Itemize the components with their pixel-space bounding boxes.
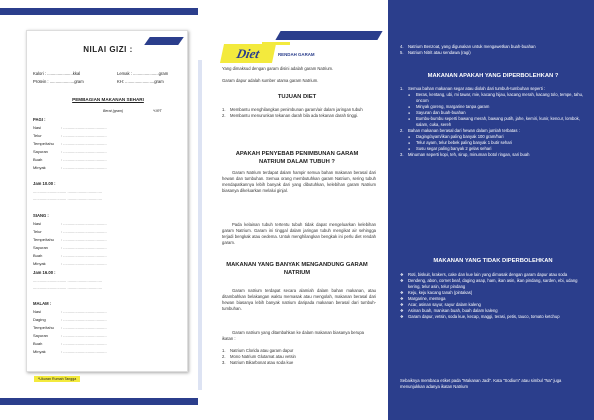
bullet-item-text: Acar, asinan sayur, sayur dalam kaleng [408, 302, 481, 307]
intro-text-2: Garam dapur adalah sumber utama garam Natrium. [222, 78, 319, 83]
food-name: Telur [33, 229, 42, 234]
bullet-item [400, 314, 586, 320]
mengandung-list [222, 348, 376, 366]
protein-field: Protein : .....................gram [33, 79, 84, 84]
dotted-field: : ....................................... [61, 237, 107, 242]
meal-row [33, 141, 107, 146]
nilai-gizi-title: NILAI GIZI : [83, 45, 133, 54]
dotted-field: : ....................................... [61, 157, 107, 162]
bullet-icon: ● [408, 141, 411, 145]
bullet-item-text: Garam dapur, vetsin, soda kue, kecap, maggi, terasi, petis, tauco, tomato ketchup [408, 314, 560, 319]
penyebab-title: APAKAH PENYEBAB PENIMBUNAN GARAM NATRIUM DALAM TUBUH ? [235, 151, 359, 165]
bullet-icon: ❖ [400, 272, 404, 277]
bullet-item [400, 278, 586, 290]
intro-text: Yang dimaksud dengan garam disini adalah garam Natrium. [222, 66, 334, 71]
meal-malam: MALAM : [33, 301, 52, 306]
continued-list [400, 44, 586, 56]
dotted-field: : ....................................... [61, 141, 107, 146]
list-item: 2. Membantu menurunkan tekanan darah bila ada tekanan darah tinggi. [222, 113, 359, 118]
bullet-icon: ● [408, 111, 411, 115]
list-number: 5. [400, 50, 404, 55]
bullet-icon: ❖ [400, 302, 404, 307]
meal-row [33, 165, 107, 170]
dotted-field: : ....................................... [61, 221, 107, 226]
dotted-field: : ....................................... [61, 165, 107, 170]
boleh-item-2-text: Bahan makanan berasal dari hewan dalam jumlah terbatas : [408, 128, 520, 133]
dotted-field: : ....................................... [61, 325, 107, 330]
food-name: Nasi [33, 125, 42, 130]
kh-field: KH: .........................gram [117, 79, 164, 84]
bullet-icon: ❖ [400, 308, 404, 313]
dotted-field: : ....................................... [61, 309, 107, 314]
bullet-icon: ❖ [400, 278, 404, 283]
boleh-item-1-text: Semua bahan makanan segar atau diolah dari tumbuh-tumbuhan seperti : [408, 86, 546, 91]
dotted-field: : ....................................... [61, 125, 107, 130]
dotted-field: : ....................................... [61, 333, 107, 338]
jam10-line-2: .............................. ............................... [33, 196, 102, 201]
bullet-item [408, 116, 586, 128]
tujuan-title: TUJUAN DIET [277, 94, 317, 100]
food-name: Buah [33, 157, 43, 162]
bullet-item-text: Bumbu-bumbu seperti bawang merah, bawang putih, jahe, kemiri, kunir, kencur, lombok, salam, cuka, sereh [416, 116, 580, 127]
boleh-item-3-text: Minuman seperti kopi, teh, sirup, minuman botol ringan, sari buah [408, 152, 530, 157]
food-name: Minyak [33, 165, 46, 170]
boleh-1-sublist [400, 92, 586, 128]
top-stripe [0, 8, 198, 15]
meal-row [33, 349, 107, 354]
list-number: 4. [400, 44, 404, 49]
meal-jam10: Jam 10.00 : [33, 181, 56, 186]
boleh-item-2: 2. Bahan makanan berasal dari hewan dalam jumlah terbatas : [400, 128, 520, 133]
bullet-item [408, 92, 586, 104]
tidak-list [400, 272, 586, 320]
meal-pagi: PAGI : [33, 117, 46, 122]
meal-row [33, 237, 107, 242]
jam16-line-1: .............................. ............................... [33, 278, 102, 283]
food-name: Telur [33, 133, 42, 138]
dotted-field: : ....................................... [61, 317, 107, 322]
diet-logo: Diet [220, 44, 276, 63]
tidak-title: MAKANAN YANG TIDAK DIPERBOLEHKAN [433, 258, 553, 264]
boleh-title: MAKANAN APAKAH YANG DIPERBOLEHKAN ? [427, 73, 559, 79]
food-name: Tempe/tahu [33, 237, 54, 242]
list-item: 1. Natrium Clorida atau garam dapur [222, 348, 294, 353]
bullet-item-text: Margarine, mentega [408, 296, 446, 301]
meal-row [33, 333, 107, 338]
meal-row [33, 149, 107, 154]
lemak-field: Lemak : ......................gram [117, 71, 169, 76]
food-name: Tempe/tahu [33, 141, 54, 146]
tujuan-list [222, 107, 376, 119]
dotted-field: : ....................................... [61, 253, 107, 258]
list-item [400, 50, 586, 56]
boleh-item-1: 1. Semua bahan makanan segar atau diolah dari tumbuh-tumbuhan seperti : [400, 86, 546, 91]
list-item-text: Mono Natrium Glutamat atau vetsin [230, 354, 296, 359]
food-name: Buah [33, 253, 43, 258]
meal-siang: SIANG : [33, 213, 49, 218]
bullet-item-text: Roti, biskuit, krakers, cake dan kue lain yang dimasak dengan garam dapur atau soda [408, 272, 568, 277]
col-urt: *URT [153, 109, 162, 113]
footer-note: Sebaiknya membaca etiket pada "Makanan Jadi". Kata "Sodium" atau simbul "Na" juga menunjukkan adanya ikatan Natrium [400, 378, 562, 389]
food-name: Sayuran [33, 245, 48, 250]
meal-row [33, 157, 107, 162]
dotted-field: : ....................................... [61, 341, 107, 346]
boleh-list [400, 86, 586, 158]
header-bar [275, 31, 382, 40]
bullet-icon: ● [408, 117, 411, 121]
nutrition-panel [0, 0, 198, 420]
bullet-item-text: Daging/ayam/ikan paling banyak 100 gram/hari [416, 134, 504, 139]
penyebab-paragraph-1: Garam Natrium terdapat dalam hampir semua bahan makanan berasal dari hewan dan tumbuhan. Semua orang membutuhkan garam Natrium, sering tubuh mendapatkannya lebih banyak dari yang dibutuhkan, kelebihan garam Natrium biasanya dikeluarkan melalui ginjal. [222, 170, 376, 193]
meal-row [33, 317, 107, 322]
meal-row [33, 229, 107, 234]
meal-row [33, 309, 107, 314]
urt-note: *Ukuran Rumah Tangga [34, 376, 80, 382]
dotted-field: : ....................................... [61, 261, 107, 266]
diet-info-panel [198, 0, 388, 420]
meal-row [33, 125, 107, 130]
list-item-text: Natrium Clorida atau garam dapur [230, 348, 294, 353]
list-item: 2. Mono Natrium Glutamat atau vetsin [222, 354, 296, 359]
food-name: Buah [33, 341, 43, 346]
mengandung-paragraph: Garam natrium terdapat secara alamiah dalam bahan makanan, atau ditambahkan belakangan waktu memasak atau mengolah, makanan berasal dari hewan biasanya lebih banyak natrium daripada makanan berasal dari tumbuh-tumbuhan. [222, 288, 376, 311]
meal-row [33, 261, 107, 266]
bottom-stripe [0, 398, 198, 405]
bullet-item-text: Minyak goreng, margarine tanpa garam [416, 104, 490, 109]
food-name: Nasi [33, 309, 42, 314]
left-shade [198, 60, 202, 390]
bullet-item-text: Dendeng, abon, cornet beaf, daging asap, ham, ikan asin, ikan pindang, sarden, ebi, udang kering, telur asin, telur pindang [408, 278, 578, 289]
meal-row [33, 133, 107, 138]
list-item-text: Membantu menghilangkan penimbunan garam/air dalam jaringan tubuh [230, 107, 363, 112]
meal-row [33, 325, 107, 330]
mengandung-title: MAKANAN YANG BANYAK MENGANDUNG GARAM NATRIUM [226, 262, 368, 276]
food-name: Daging [33, 317, 46, 322]
bullet-icon: ● [408, 147, 411, 151]
dotted-field: : ....................................... [61, 133, 107, 138]
allowed-foods-panel [388, 0, 594, 420]
food-name: Sayuran [33, 149, 48, 154]
bullet-icon: ● [408, 93, 411, 97]
dotted-field: : ....................................... [61, 149, 107, 154]
list-item: 3. Natrium Bikarbonat atau soda kue [222, 360, 294, 365]
food-name: Minyak [33, 261, 46, 266]
card-corner-accent [144, 37, 184, 45]
bullet-item-text: Telur ayam, telur bebek paling banyak 1 butir sehari [416, 140, 512, 145]
bullet-item-text: Beras, kentang, ubi, mi tawar, mie, kacang hijau, kacang merah, kacang tolo, tempe, tahu, oncom [416, 92, 584, 103]
boleh-item-3: 3. Minuman seperti kopi, teh, sirup, minuman botol ringan, sari buah [400, 152, 530, 157]
meal-row [33, 221, 107, 226]
meal-row [33, 253, 107, 258]
bullet-item-text: Sayuran dan buah-buahan [416, 110, 466, 115]
meal-row [33, 341, 107, 346]
bullet-icon: ● [408, 135, 411, 139]
bullet-item-text: Susu segar paling banyak 2 gelas sehari [416, 146, 492, 151]
bullet-icon: ❖ [400, 314, 404, 319]
food-name: Minyak [33, 349, 46, 354]
penyebab-paragraph-2: Pada kelainan tubuh tertentu tubuh tidak dapat mengeluarkan kelebihan garam Natrium. Garam ini tinggal dalam jaringan tubuh mengikat air sehingga terjadi bengkak atau oedema. Untuk menghilangkan bengkak ini perlu diet rendah garam. [222, 222, 376, 245]
list-item: 1. Membantu menghilangkan penimbunan garam/air dalam jaringan tubuh [222, 107, 363, 112]
food-name: Sayuran [33, 333, 48, 338]
food-name: Nasi [33, 221, 42, 226]
food-name: Tempe/tahu [33, 325, 54, 330]
dotted-field: : ....................................... [61, 245, 107, 250]
dotted-field: : ....................................... [61, 349, 107, 354]
bullet-item-text: Keju, keju kacang tanah (pintakas) [408, 290, 473, 295]
kalori-field: Kalori : ......................kkal [33, 71, 81, 76]
bullet-icon: ● [408, 105, 411, 109]
bullet-icon: ❖ [400, 296, 404, 301]
list-item-text: Membantu menurunkan tekanan darah bila ada tekanan darah tinggi. [230, 113, 359, 118]
meal-row [33, 245, 107, 250]
mengandung-paragraph-2: Garam natrium yang ditambahkan ke dalam makanan biasanya berupa ikatan : [222, 330, 364, 341]
list-item-text: Natrium Bikarbonat atau soda kue [230, 360, 294, 365]
list-item-text: Natrium Nitrit atau sendawa (ragi) [408, 50, 471, 55]
list-item-text: Natrium Benzoat, yang digunakan untuk mengawetkan buah-buahan [408, 44, 536, 49]
nutrition-card [26, 30, 188, 372]
pembagian-title: PEMBAGIAN MAKANAN SEHARI [72, 97, 144, 102]
bullet-item-text: Asinan buah, manisan buah, buah dalam kaleng [408, 308, 498, 313]
dotted-field: : ....................................... [61, 229, 107, 234]
boleh-2-sublist [400, 134, 586, 152]
jam10-line-1: .............................. ............................... [33, 189, 102, 194]
bullet-icon: ❖ [400, 290, 404, 295]
col-berat: Berat (gram) [103, 109, 124, 113]
jam16-line-2: .............................. ............................... [33, 285, 102, 290]
logo-subtitle: RENDAH GARAM [278, 52, 315, 57]
meal-jam16: Jam 16.00 : [33, 270, 56, 275]
